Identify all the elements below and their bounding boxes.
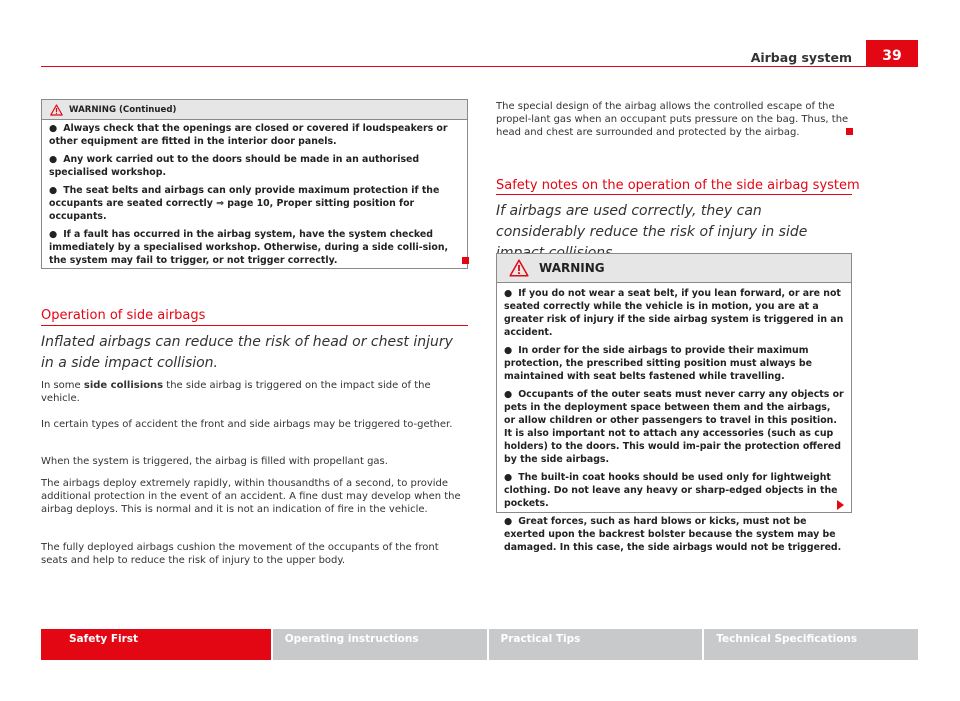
running-header-title: Airbag system	[750, 50, 852, 65]
warning-title: WARNING	[539, 261, 605, 275]
warning-item: ● Always check that the openings are closed or covered if loudspeakers or other equipment are fitted in the interior door panels.	[49, 123, 448, 147]
section-rule	[41, 325, 468, 326]
warning-box	[496, 253, 852, 553]
warning-item: ● The built-in coat hooks should be used only for lightweight clothing. Do not leave any heavy or sharp-edged objects in the pockets.	[504, 472, 838, 509]
paragraph: In some side collisions the side airbag is triggered on the impact side of the vehicle.	[41, 380, 431, 404]
warning-item: ● If a fault has occurred in the airbag system, have the system checked immediately by a specialised workshop. Otherwise, during a side colli-sion, the system may fail to trigger, or not trigger correctly.	[49, 229, 449, 266]
section-rule	[496, 194, 852, 195]
tab-practical-tips[interactable]: Practical Tips	[489, 629, 703, 660]
tab-safety-first[interactable]: Safety First	[41, 629, 271, 660]
warning-item: ● Occupants of the outer seats must never carry any objects or pets in the deployment space between them and the airbags, or allow children or other passengers to travel in this position. It is also important not to attach any accessories (such as cup holders) to the doors. This would im-pair the protection offered by the side airbags.	[504, 389, 844, 465]
warning-triangle-icon	[509, 259, 529, 277]
paragraph: When the system is triggered, the airbag is filled with propellant gas.	[41, 456, 388, 467]
warning-continued-title: WARNING (Continued)	[69, 104, 177, 115]
warning-item: ● In order for the side airbags to provide their maximum protection, the prescribed sitting position must always be maintained with seat belts fastened while travelling.	[504, 345, 812, 382]
warning-header	[497, 254, 851, 283]
bold-term: side collisions	[83, 380, 164, 391]
tab-technical-specifications[interactable]: Technical Specifications	[704, 629, 918, 660]
warning-item: ● If you do not wear a seat belt, if you lean forward, or are not seated correctly while the vehicle is in motion, you are at a greater risk of injury if the side airbag system is triggered in an accident.	[504, 288, 844, 338]
tab-operating-instructions[interactable]: Operating instructions	[273, 629, 487, 660]
continue-arrow-icon	[837, 500, 844, 510]
section-title-safety-notes: Safety notes on the operation of the side airbag system	[496, 178, 860, 193]
page-number: 39	[866, 40, 918, 67]
header-rule	[41, 66, 918, 67]
section-intro-side-airbags: Inflated airbags can reduce the risk of head or chest injury in a side impact collision.	[41, 334, 453, 371]
paragraph: In certain types of accident the front and side airbags may be triggered to-gether.	[41, 419, 453, 430]
warning-item: ● The seat belts and airbags can only provide maximum protection if the occupants are seated correctly ⇒ page 10, Proper sitting position for occupants.	[49, 185, 440, 222]
paragraph: The fully deployed airbags cushion the movement of the occupants of the front seats and help to reduce the risk of injury to the upper body.	[41, 542, 439, 566]
section-intro-safety-notes: If airbags are used correctly, they can considerably reduce the risk of injury in side	[496, 203, 808, 240]
warning-continued-box	[41, 99, 468, 269]
end-of-section-marker	[846, 128, 853, 135]
paragraph: The airbags deploy extremely rapidly, within thousandths of a second, to provide additional protection in the event of an accident. A fine dust may develop when the airbag deploys. This is normal and it is not an indication of fire in the vehicle.	[41, 478, 461, 515]
end-of-section-marker	[462, 257, 469, 264]
warning-continued-header	[42, 100, 467, 120]
footer-nav	[41, 629, 918, 660]
paragraph: The special design of the airbag allows the controlled escape of the propel-lant gas when an occupant puts pressure on the bag. Thus, the head and chest are surrounded and protected by the airbag.	[496, 101, 849, 138]
warning-item: ● Great forces, such as hard blows or kicks, must not be exerted upon the backrest bolster because the system may be damaged. In this case, the side airbags would not be triggered.	[504, 516, 842, 553]
section-title-side-airbags: Operation of side airbags	[41, 308, 206, 323]
warning-item: ● Any work carried out to the doors should be made in an authorised specialised workshop.	[49, 154, 420, 178]
warning-triangle-icon	[50, 104, 63, 116]
